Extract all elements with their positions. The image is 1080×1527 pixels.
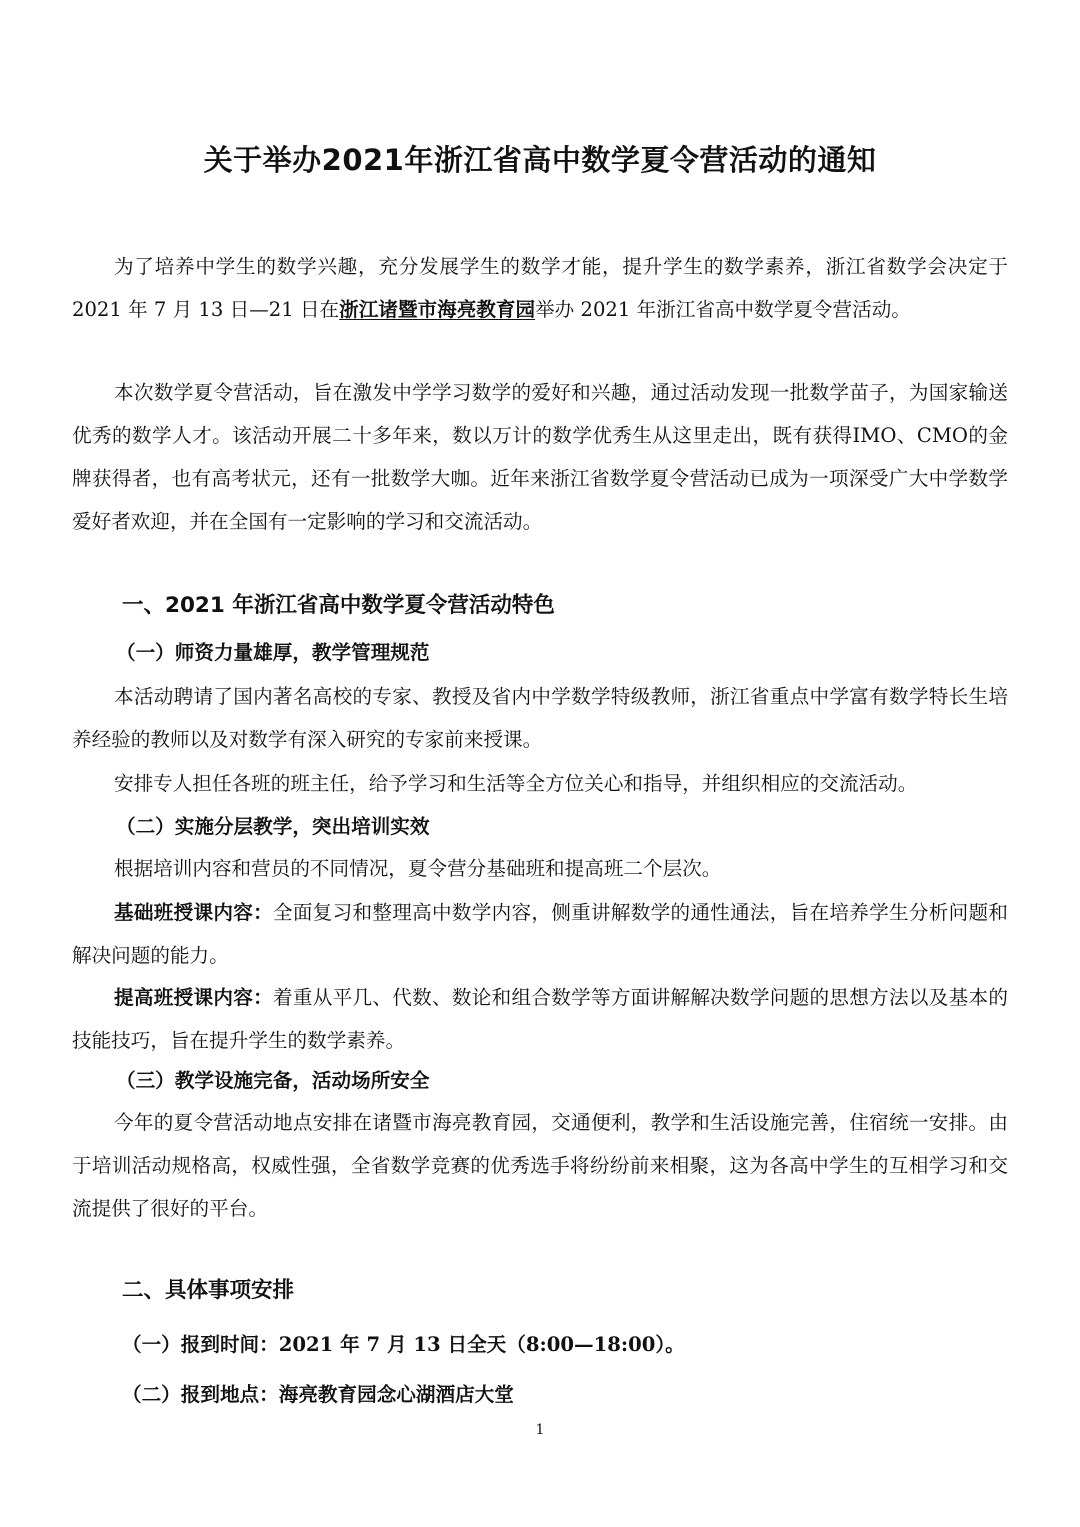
subsection-2-heading: （二）实施分层教学，突出培训实效 xyxy=(116,815,430,838)
intro-paragraph-2: 本次数学夏令营活动，旨在激发中学学习数学的爱好和兴趣，通过活动发现一批数学苗子，为国家输送优秀的数学人才。该活动开展二十多年来，数以万计的数学优秀生从这里走出，既有获得IMO、CMO的金牌获得者，也有高考状元，还有一批数学大咖。近年来浙江省数学夏令营活动已成为一项深受广大中学数学爱好者欢迎，并在全国有一定影响的学习和交流活动。 xyxy=(72,381,1008,533)
registration-location: （二）报到地点：海亮教育园念心湖酒店大堂 xyxy=(122,1383,514,1406)
intro-text-start: 为了培养中学生的数学兴趣，充分发展学生的数学才能，提升学生的数学素养，浙江省数学会决定于 2021 年 7 月 13 日—21 日在 xyxy=(72,255,1008,321)
subsection-1-paragraph-1: 本活动聘请了国内著名高校的专家、教授及省内中学数学特级教师，浙江省重点中学富有数学特长生培养经验的教师以及对数学有深入研究的专家前来授课。 xyxy=(72,685,1008,751)
section-1-heading: 一、2021 年浙江省高中数学夏令营活动特色 xyxy=(122,593,555,618)
subsection-3-heading: （三）教学设施完备，活动场所安全 xyxy=(116,1069,430,1092)
intro-text-end: 举办 2021 年浙江省高中数学夏令营活动。 xyxy=(535,298,911,321)
page-number: 1 xyxy=(535,1422,545,1438)
advanced-class-label: 提高班授课内容： xyxy=(114,986,273,1009)
basic-class-text: 全面复习和整理高中数学内容，侧重讲解数学的通性通法，旨在培养学生分析问题和解决问题的能力。 xyxy=(72,901,1009,967)
document-title: 关于举办2021年浙江省高中数学夏令营活动的通知 xyxy=(203,143,877,177)
subsection-2-paragraph-1: 根据培训内容和营员的不同情况，夏令营分基础班和提高班二个层次。 xyxy=(114,857,722,880)
venue-underlined: 浙江诸暨市海亮教育园 xyxy=(339,298,536,321)
subsection-1-heading: （一）师资力量雄厚，教学管理规范 xyxy=(116,641,430,664)
section-2-heading: 二、具体事项安排 xyxy=(122,1278,295,1303)
subsection-3-paragraph: 今年的夏令营活动地点安排在诸暨市海亮教育园，交通便利，教学和生活设施完善，住宿统一安排。由于培训活动规格高，权威性强，全省数学竞赛的优秀选手将纷纷前来相聚，这为各高中学生的互相学习和交流提供了很好的平台。 xyxy=(72,1111,1008,1220)
basic-class-paragraph xyxy=(72,891,1008,977)
subsection-1-paragraph-2: 安排专人担任各班的班主任，给予学习和生活等全方位关心和指导，并组织相应的交流活动。 xyxy=(114,772,918,795)
advanced-class-paragraph xyxy=(72,976,1008,1062)
advanced-class-text: 着重从平几、代数、数论和组合数学等方面讲解解决数学问题的思想方法以及基本的技能技巧，旨在提升学生的数学素养。 xyxy=(72,986,1009,1052)
intro-paragraph-1 xyxy=(72,245,1008,331)
registration-time: （一）报到时间：2021 年 7 月 13 日全天（8:00—18:00）。 xyxy=(122,1333,685,1356)
basic-class-label: 基础班授课内容： xyxy=(114,901,273,924)
